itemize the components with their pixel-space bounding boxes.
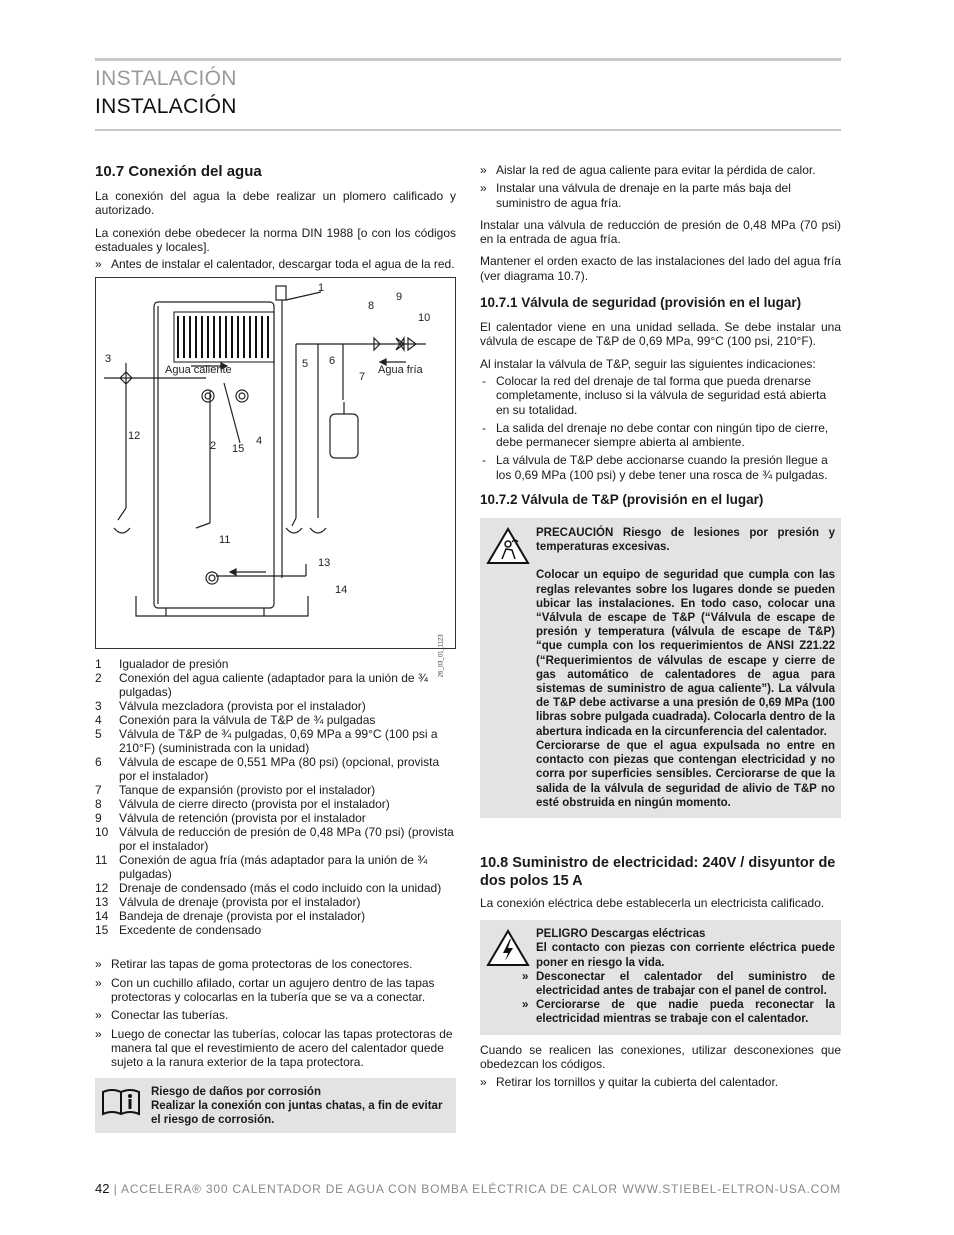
bullet-item: » Luego de conectar las tuberías, colocar las tapas protectoras de manera tal que el revestimiento de acero del calentador quede sujeto a la ranura exterior de la tapa protectora. (95, 1027, 456, 1070)
legend-item: 8 Válvula de cierre directo (provista por el instalador) (95, 797, 390, 812)
footer-url: WWW.STIEBEL-ELTRON-USA.COM (622, 1182, 841, 1196)
paragraph: Al instalar la válvula de T&P, seguir las siguientes indicaciones: (480, 356, 816, 371)
bullet-item: » Retirar las tapas de goma protectoras de los conectores. (95, 957, 456, 971)
bullet-item: » Instalar una válvula de drenaje en la parte más baja del suministro de agua fría. (480, 181, 841, 210)
paragraph: Mantener el orden exacto de las instalaciones del lado del agua fría (ver diagrama 10.7). (480, 254, 841, 283)
caution-warning-icon (486, 526, 530, 570)
subsection-title-10-7-2: 10.7.2 Válvula de T&P (provisión en el lugar) (480, 492, 764, 508)
diagram-label: 10 (418, 312, 431, 325)
legend-item: 4 Conexión para la válvula de T&P de ¾ pulgadas (95, 713, 376, 728)
info-box (95, 1078, 456, 1133)
diagram-drawing (96, 278, 457, 650)
electric-shock-icon (486, 928, 530, 972)
diagram-label: 12 (128, 430, 141, 443)
diagram-label: 9 (396, 291, 403, 304)
subsection-title-10-7-1: 10.7.1 Válvula de seguridad (provisión en el lugar) (480, 295, 802, 311)
paragraph: La conexión del agua la debe realizar un plomero calificado y autorizado. (95, 189, 456, 218)
diagram-label: 3 (105, 353, 112, 366)
diagram-label: 14 (335, 584, 348, 597)
left-column (95, 163, 456, 1133)
legend-item: 6 Válvula de escape de 0,551 MPa (80 psi) (opcional, provista por el instalador) (95, 755, 440, 784)
hot-water-label: Agua caliente (165, 364, 232, 377)
dash-item: - La salida del drenaje no debe contar con ningún tipo de cierre, debe permanecer siempre abierta al ambiente. (480, 421, 841, 450)
diagram-label: 1 (318, 282, 325, 295)
danger-bullet: » Cerciorarse de que nadie pueda reconectar la electricidad mientras se trabaje con el calentador. (522, 998, 835, 1026)
legend-item: 2 Conexión del agua caliente (adaptador para la unión de ¾ pulgadas) (95, 671, 428, 700)
bullet-item: » Antes de instalar el calentador, descargar toda el agua de la red. (95, 257, 456, 271)
diagram-label: 11 (219, 534, 231, 547)
paragraph: La conexión eléctrica debe establecerla un electricista calificado. (480, 895, 825, 910)
legend-item: 10 Válvula de reducción de presión de 0,48 MPa (70 psi) (provista por el instalador) (95, 825, 454, 854)
legend-item: 7 Tanque de expansión (provisto por el instalador) (95, 783, 376, 798)
bullet-item: » Conectar las tuberías. (95, 1008, 456, 1022)
info-title: Riesgo de daños por corrosión (151, 1085, 321, 1098)
paragraph: La conexión debe obedecer la norma DIN 1988 [o con los códigos estaduales y locales]. (95, 225, 456, 254)
legend-item: 9 Válvula de retención (provista por el instalador (95, 811, 366, 826)
legend-item: 3 Válvula mezcladora (provista por el instalador) (95, 699, 366, 714)
footer-separator: | (113, 1182, 118, 1196)
diagram-label: 5 (302, 358, 309, 371)
caution-box (480, 518, 841, 818)
danger-text: El contacto con piezas con corriente eléctrica puede poner en riesgo la vida. (536, 942, 835, 969)
legend-item: 11 Conexión de agua fría (más adaptador para la unión de ¾ pulgadas) (95, 853, 428, 882)
legend-item: 14 Bandeja de drenaje (provista por el instalador) (95, 909, 366, 924)
diagram-label: 13 (318, 557, 331, 570)
paragraph: El calentador viene en una unidad sellada. Se debe instalar una válvula de escape de T&P de 0,69 MPa, 99°C (100 psi, 210°F). (480, 320, 841, 349)
legend-item: 12 Drenaje de condensado (más el codo incluido con la unidad) (95, 881, 442, 896)
diagram-label: 6 (329, 355, 336, 368)
danger-box (480, 920, 841, 1034)
section-title-10-7: 10.7 Conexión del agua (95, 163, 262, 180)
page-number: 42 (95, 1181, 110, 1196)
header-rule (95, 129, 841, 131)
cold-water-label: Agua fría (378, 364, 423, 377)
danger-title: PELIGRO Descargas eléctricas (536, 928, 706, 941)
legend-item: 5 Válvula de T&P de ¾ pulgadas, 0,69 MPa a 99°C (100 psi a 210°F) (suministrada con la unidad) (95, 727, 438, 756)
chapter-title: INSTALACIÓN (95, 95, 237, 118)
dash-item: - Colocar la red del drenaje de tal forma que pueda drenarse completamente, incluso si la válvula de seguridad está abierta en su totalidad. (480, 374, 841, 417)
chapter-title-gray: INSTALACIÓN (95, 67, 237, 90)
diagram-legend (95, 657, 456, 937)
diagram-label: 8 (368, 300, 375, 313)
caution-text: Colocar un equipo de seguridad que cumpla con las reglas relevantes sobre los lugares donde se pueden ubicar las instalaciones. En todo caso, colocar una “Válvula de escape de T&P (“Válvula de escape de presión y temperatura (válvula de escape de T&P) “que cumpla con los requerimientos de ANSI Z21.22 (“Requerimientos de válvulas de escape y cierre de gas automático de calentadores de agua para sistemas de suministro de agua caliente”). La válvula de T&P debe activarse a una presión de 0,69 MPa (100 libras sobre pulgada cuadrada). Colocarla dentro de la abertura indicada en la circunferencia del calentador. (536, 569, 835, 738)
legend-item: 15 Excedente de condensado (95, 923, 262, 938)
right-column (480, 163, 841, 1094)
figure-code: 26_03_01_1123 (438, 634, 445, 678)
dash-item: - La válvula de T&P debe accionarse cuando la presión llegue a los 0,69 MPa (100 psi) y debe tener una rosca de ¾ pulgadas. (480, 453, 841, 482)
diagram-label: 2 (210, 440, 217, 453)
top-rule (95, 58, 841, 61)
caution-text: Cerciorarse de que el agua expulsada no entre en contacto con piezas que contengan electricidad y no corra por superficies sensibles. Cerciorarse de que la salida de la válvula de seguridad de alivio de T&P no esté obstruida en ningún momento. (536, 739, 835, 809)
caution-title: PRECAUCIÓN Riesgo de lesiones por presión y temperaturas excesivas. (536, 527, 835, 554)
diagram-label: 4 (256, 435, 263, 448)
section-title-10-8: 10.8 Suministro de electricidad: 240V / disyuntor de dos polos 15 A (480, 854, 836, 889)
paragraph: Cuando se realicen las conexiones, utilizar desconexiones que obedezcan los códigos. (480, 1042, 841, 1071)
paragraph: Instalar una válvula de reducción de presión de 0,48 MPa (70 psi) en la entrada de agua fría. (480, 217, 841, 247)
legend-item: 1 Igualador de presión (95, 657, 229, 672)
manual-info-icon (101, 1086, 141, 1120)
bullet-item: » Con un cuchillo afilado, cortar un agujero dentro de las tapas protectoras y colocarlas en la tubería que se va a conectar. (95, 976, 456, 1005)
bullet-item: » Retirar los tornillos y quitar la cubierta del calentador. (480, 1075, 841, 1089)
diagram-label: 7 (359, 371, 366, 384)
danger-bullet: » Desconectar el calentador del suministro de electricidad antes de trabajar con el panel de control. (522, 970, 835, 998)
info-text: Realizar la conexión con juntas chatas, a fin de evitar el riesgo de corrosión. (151, 1099, 443, 1126)
legend-item: 13 Válvula de drenaje (provista por el instalador) (95, 895, 361, 910)
footer-brand: ACCELERA® 300 CALENTADOR DE AGUA CON BOMBA ELÉCTRICA DE CALOR (121, 1182, 618, 1196)
diagram-label: 15 (232, 443, 245, 456)
page-footer (95, 1182, 841, 1196)
bullet-item: » Aislar la red de agua caliente para evitar la pérdida de calor. (480, 163, 841, 177)
